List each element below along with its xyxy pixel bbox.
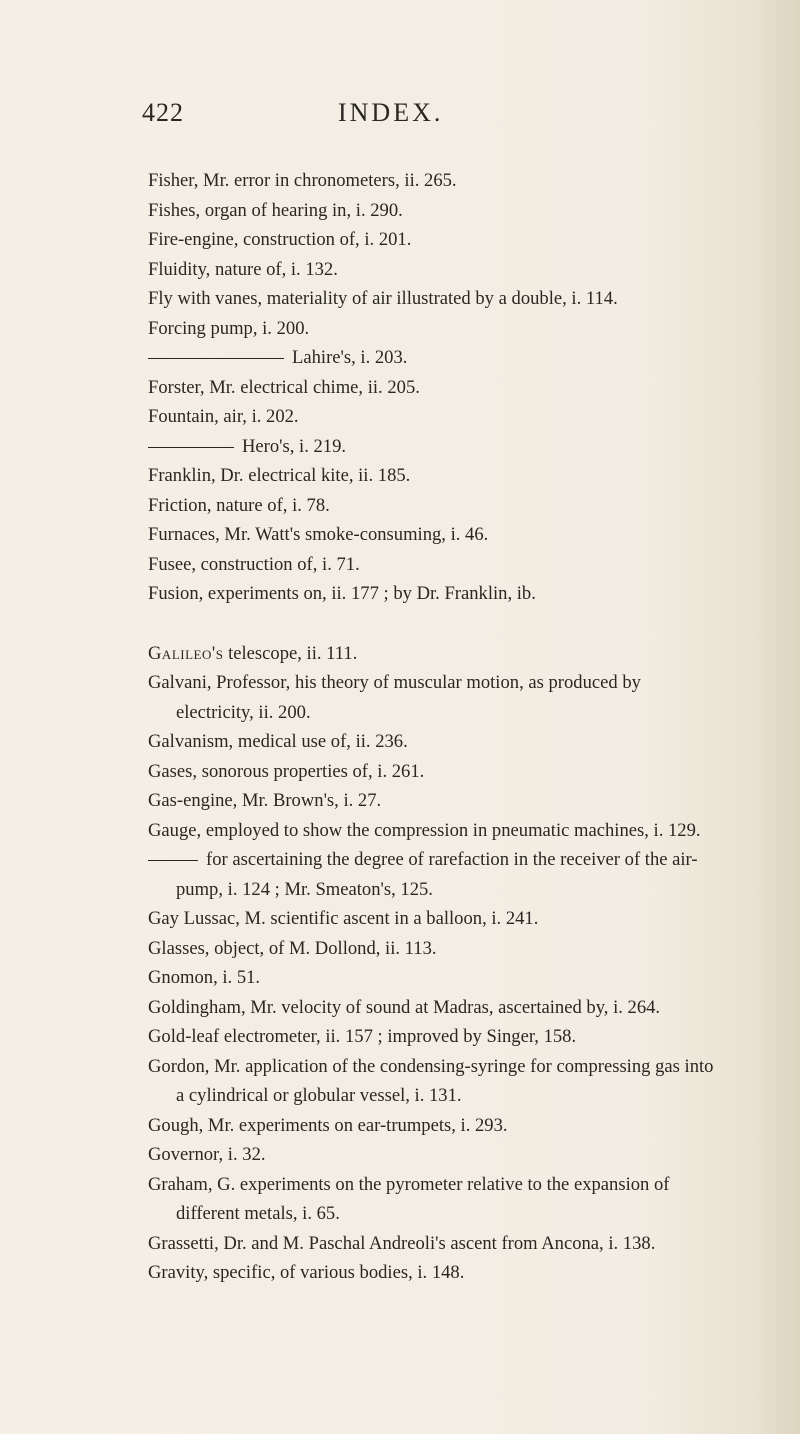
index-entry: Fusee, construction of, i. 71. (148, 553, 360, 575)
repeat-dash (148, 447, 234, 448)
index-entry: Forster, Mr. electrical chime, ii. 205. (148, 376, 420, 398)
index-entries (148, 166, 718, 1288)
index-entry: Galvani, Professor, his theory of muscular motion, as produced by electricity, ii. 200. (148, 672, 641, 723)
index-entry: Graham, G. experiments on the pyrometer relative to the expansion of different metals, i. 65. (148, 1173, 670, 1224)
index-entry: Furnaces, Mr. Watt's smoke-consuming, i. 46. (148, 524, 489, 545)
page-header (142, 98, 482, 134)
index-entry: Governor, i. 32. (148, 1144, 266, 1165)
repeat-dash (148, 860, 198, 861)
index-entry: Fishes, organ of hearing in, i. 290. (148, 199, 403, 221)
index-entry: Forcing pump, i. 200. (148, 317, 310, 339)
index-entry: Fountain, air, i. 202. (148, 406, 299, 427)
index-entry: Gough, Mr. experiments on ear-trumpets, i. 293. (148, 1114, 508, 1136)
index-entry: Gauge, employed to show the compression in pneumatic machines, i. 129. (148, 819, 701, 841)
repeat-dash (148, 358, 284, 359)
index-entry: Gay Lussac, M. scientific ascent in a balloon, i. 241. (148, 908, 539, 929)
index-entry: Gas-engine, Mr. Brown's, i. 27. (148, 790, 382, 811)
index-entry: Galvanism, medical use of, ii. 236. (148, 731, 408, 752)
index-subentry: Lahire's, i. 203. (148, 343, 718, 373)
page-number: 422 (142, 98, 184, 127)
index-subentry: Hero's, i. 219. (148, 432, 718, 462)
index-entry: Fisher, Mr. error in chronometers, ii. 265. (148, 170, 457, 191)
index-entry: Goldingham, Mr. velocity of sound at Madras, ascertained by, i. 264. (148, 996, 661, 1018)
index-entry: Fluidity, nature of, i. 132. (148, 258, 338, 280)
index-entry: Gordon, Mr. application of the condensing-syringe for compressing gas into a cylindrical or globular vessel, i. 131. (148, 1055, 714, 1106)
index-entry: Gnomon, i. 51. (148, 967, 261, 988)
index-entry: Gravity, specific, of various bodies, i. 148. (148, 1262, 465, 1283)
index-entry: Fly with vanes, materiality of air illustrated by a double, i. 114. (148, 288, 618, 309)
index-entry: Grassetti, Dr. and M. Paschal Andreoli's ascent from Ancona, i. 138. (148, 1232, 656, 1254)
index-entry: Fusion, experiments on, ii. 177 ; by Dr. Franklin, ib. (148, 583, 536, 604)
index-entry: Franklin, Dr. electrical kite, ii. 185. (148, 465, 411, 486)
index-subentry: for ascertaining the degree of rarefaction in the receiver of the air-pump, i. 124 ; Mr. Smeaton's, 125. (148, 845, 718, 904)
index-entry: Friction, nature of, i. 78. (148, 494, 330, 516)
running-title: INDEX. (338, 98, 444, 127)
index-entry: Gold-leaf electrometer, ii. 157 ; improved by Singer, 158. (148, 1026, 577, 1047)
index-entry: Gases, sonorous properties of, i. 261. (148, 760, 425, 782)
index-entry: Galileo's telescope, ii. 111. (148, 642, 358, 664)
index-entry: Glasses, object, of M. Dollond, ii. 113. (148, 937, 437, 959)
index-entry: Fire-engine, construction of, i. 201. (148, 229, 412, 250)
